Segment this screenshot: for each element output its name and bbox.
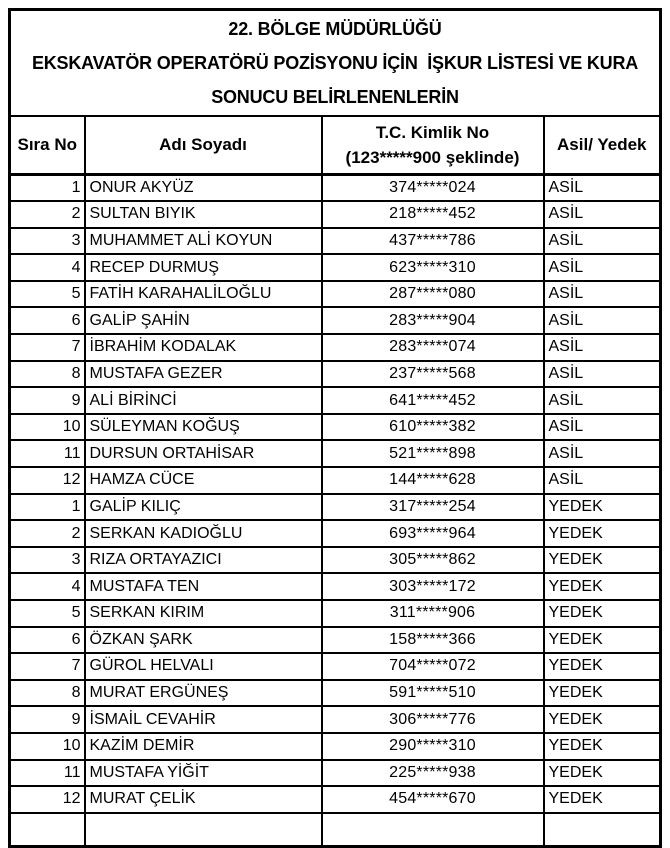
row-number-cell: 11 bbox=[10, 760, 85, 787]
row-number-cell: 8 bbox=[10, 680, 85, 707]
row-number-cell: 1 bbox=[10, 175, 85, 202]
status-cell: ASİL bbox=[544, 414, 661, 441]
tc-header-line-2: (123*****900 şeklinde) bbox=[345, 148, 520, 167]
tc-number-cell: 218*****452 bbox=[322, 201, 544, 228]
name-cell: İSMAİL CEVAHİR bbox=[85, 706, 322, 733]
row-number-cell: 12 bbox=[10, 786, 85, 813]
tc-header-line-1: T.C. Kimlik No bbox=[375, 123, 490, 142]
name-cell: MURAT ÇELİK bbox=[85, 786, 322, 813]
status-cell: YEDEK bbox=[544, 520, 661, 547]
name-cell: ONUR AKYÜZ bbox=[85, 175, 322, 202]
empty-cell bbox=[322, 813, 544, 847]
row-number-cell: 6 bbox=[10, 307, 85, 334]
row-number-cell: 9 bbox=[10, 387, 85, 414]
table-row bbox=[10, 600, 661, 627]
empty-cell bbox=[544, 813, 661, 847]
column-header-row bbox=[10, 116, 661, 175]
name-cell: MURAT ERGÜNEŞ bbox=[85, 680, 322, 707]
name-cell: RIZA ORTAYAZICI bbox=[85, 547, 322, 574]
table-row bbox=[10, 706, 661, 733]
tc-number-cell: 317*****254 bbox=[322, 494, 544, 521]
name-cell: GALİP ŞAHİN bbox=[85, 307, 322, 334]
status-cell: ASİL bbox=[544, 307, 661, 334]
status-cell: ASİL bbox=[544, 361, 661, 388]
table-row bbox=[10, 254, 661, 281]
name-cell: GALİP KILIÇ bbox=[85, 494, 322, 521]
status-cell: YEDEK bbox=[544, 600, 661, 627]
row-number-cell: 5 bbox=[10, 281, 85, 308]
status-cell: ASİL bbox=[544, 281, 661, 308]
column-header-tc-kimlik-no bbox=[322, 116, 544, 175]
table-row bbox=[10, 414, 661, 441]
document-title bbox=[10, 10, 661, 117]
name-cell: SULTAN BIYIK bbox=[85, 201, 322, 228]
table-row bbox=[10, 786, 661, 813]
tc-number-cell: 237*****568 bbox=[322, 361, 544, 388]
row-number-cell: 5 bbox=[10, 600, 85, 627]
table-row bbox=[10, 361, 661, 388]
name-cell: HAMZA CÜCE bbox=[85, 467, 322, 494]
name-cell: DURSUN ORTAHİSAR bbox=[85, 440, 322, 467]
tc-number-cell: 374*****024 bbox=[322, 175, 544, 202]
row-number-cell: 12 bbox=[10, 467, 85, 494]
name-cell: KAZİM DEMİR bbox=[85, 733, 322, 760]
empty-cell bbox=[10, 813, 85, 847]
row-number-cell: 3 bbox=[10, 547, 85, 574]
row-number-cell: 6 bbox=[10, 627, 85, 654]
title-line-3: SONUCU BELİRLENENLERİN bbox=[211, 87, 459, 107]
tc-number-cell: 311*****906 bbox=[322, 600, 544, 627]
table-row bbox=[10, 494, 661, 521]
status-cell: ASİL bbox=[544, 228, 661, 255]
row-number-cell: 8 bbox=[10, 361, 85, 388]
row-number-cell: 3 bbox=[10, 228, 85, 255]
row-number-cell: 7 bbox=[10, 653, 85, 680]
status-cell: ASİL bbox=[544, 387, 661, 414]
empty-cell bbox=[85, 813, 322, 847]
table-row bbox=[10, 680, 661, 707]
status-cell: ASİL bbox=[544, 254, 661, 281]
table-body bbox=[10, 10, 661, 847]
tc-number-cell: 283*****074 bbox=[322, 334, 544, 361]
row-number-cell: 11 bbox=[10, 440, 85, 467]
row-number-cell: 2 bbox=[10, 201, 85, 228]
row-number-cell: 9 bbox=[10, 706, 85, 733]
name-cell: SERKAN KIRIM bbox=[85, 600, 322, 627]
result-list-table bbox=[8, 8, 662, 848]
name-cell: MUSTAFA YİĞİT bbox=[85, 760, 322, 787]
status-cell: YEDEK bbox=[544, 627, 661, 654]
tc-number-cell: 283*****904 bbox=[322, 307, 544, 334]
tc-number-cell: 623*****310 bbox=[322, 254, 544, 281]
status-cell: ASİL bbox=[544, 467, 661, 494]
column-header-adi-soyadi: Adı Soyadı bbox=[85, 116, 322, 175]
status-cell: YEDEK bbox=[544, 760, 661, 787]
tc-number-cell: 704*****072 bbox=[322, 653, 544, 680]
tc-number-cell: 290*****310 bbox=[322, 733, 544, 760]
title-row bbox=[10, 10, 661, 117]
name-cell: ÖZKAN ŞARK bbox=[85, 627, 322, 654]
status-cell: YEDEK bbox=[544, 494, 661, 521]
table-row bbox=[10, 387, 661, 414]
name-cell: İBRAHİM KODALAK bbox=[85, 334, 322, 361]
table-row bbox=[10, 627, 661, 654]
name-cell: SERKAN KADIOĞLU bbox=[85, 520, 322, 547]
name-cell: MUHAMMET ALİ KOYUN bbox=[85, 228, 322, 255]
tc-number-cell: 144*****628 bbox=[322, 467, 544, 494]
tc-number-cell: 303*****172 bbox=[322, 573, 544, 600]
row-number-cell: 4 bbox=[10, 573, 85, 600]
row-number-cell: 10 bbox=[10, 733, 85, 760]
table-row bbox=[10, 733, 661, 760]
tc-number-cell: 454*****670 bbox=[322, 786, 544, 813]
name-cell: RECEP DURMUŞ bbox=[85, 254, 322, 281]
tc-number-cell: 287*****080 bbox=[322, 281, 544, 308]
table-row bbox=[10, 573, 661, 600]
title-line-1: 22. BÖLGE MÜDÜRLÜĞÜ bbox=[228, 19, 442, 39]
table-row bbox=[10, 440, 661, 467]
name-cell: GÜROL HELVALI bbox=[85, 653, 322, 680]
row-number-cell: 4 bbox=[10, 254, 85, 281]
empty-row bbox=[10, 813, 661, 847]
tc-number-cell: 610*****382 bbox=[322, 414, 544, 441]
tc-number-cell: 158*****366 bbox=[322, 627, 544, 654]
status-cell: YEDEK bbox=[544, 706, 661, 733]
table-row bbox=[10, 334, 661, 361]
name-cell: SÜLEYMAN KOĞUŞ bbox=[85, 414, 322, 441]
row-number-cell: 1 bbox=[10, 494, 85, 521]
name-cell: ALİ BİRİNCİ bbox=[85, 387, 322, 414]
status-cell: ASİL bbox=[544, 440, 661, 467]
column-header-asil-yedek: Asil/ Yedek bbox=[544, 116, 661, 175]
name-cell: FATİH KARAHALİLOĞLU bbox=[85, 281, 322, 308]
table-row bbox=[10, 520, 661, 547]
status-cell: ASİL bbox=[544, 201, 661, 228]
row-number-cell: 7 bbox=[10, 334, 85, 361]
status-cell: YEDEK bbox=[544, 680, 661, 707]
status-cell: YEDEK bbox=[544, 653, 661, 680]
tc-number-cell: 693*****964 bbox=[322, 520, 544, 547]
name-cell: MUSTAFA TEN bbox=[85, 573, 322, 600]
row-number-cell: 10 bbox=[10, 414, 85, 441]
row-number-cell: 2 bbox=[10, 520, 85, 547]
table-row bbox=[10, 175, 661, 202]
status-cell: YEDEK bbox=[544, 573, 661, 600]
column-header-sira-no: Sıra No bbox=[10, 116, 85, 175]
tc-number-cell: 225*****938 bbox=[322, 760, 544, 787]
tc-number-cell: 591*****510 bbox=[322, 680, 544, 707]
table-row bbox=[10, 760, 661, 787]
table-row bbox=[10, 281, 661, 308]
table-row bbox=[10, 653, 661, 680]
status-cell: YEDEK bbox=[544, 547, 661, 574]
name-cell: MUSTAFA GEZER bbox=[85, 361, 322, 388]
table-row bbox=[10, 307, 661, 334]
tc-number-cell: 521*****898 bbox=[322, 440, 544, 467]
table-row bbox=[10, 228, 661, 255]
table-row bbox=[10, 201, 661, 228]
status-cell: YEDEK bbox=[544, 733, 661, 760]
tc-number-cell: 437*****786 bbox=[322, 228, 544, 255]
tc-number-cell: 641*****452 bbox=[322, 387, 544, 414]
tc-number-cell: 306*****776 bbox=[322, 706, 544, 733]
table-row bbox=[10, 547, 661, 574]
status-cell: ASİL bbox=[544, 175, 661, 202]
table-row bbox=[10, 467, 661, 494]
status-cell: YEDEK bbox=[544, 786, 661, 813]
tc-number-cell: 305*****862 bbox=[322, 547, 544, 574]
title-line-2: EKSKAVATÖR OPERATÖRÜ POZİSYONU İÇİN İŞKUR LİSTESİ VE KURA bbox=[31, 53, 639, 73]
status-cell: ASİL bbox=[544, 334, 661, 361]
